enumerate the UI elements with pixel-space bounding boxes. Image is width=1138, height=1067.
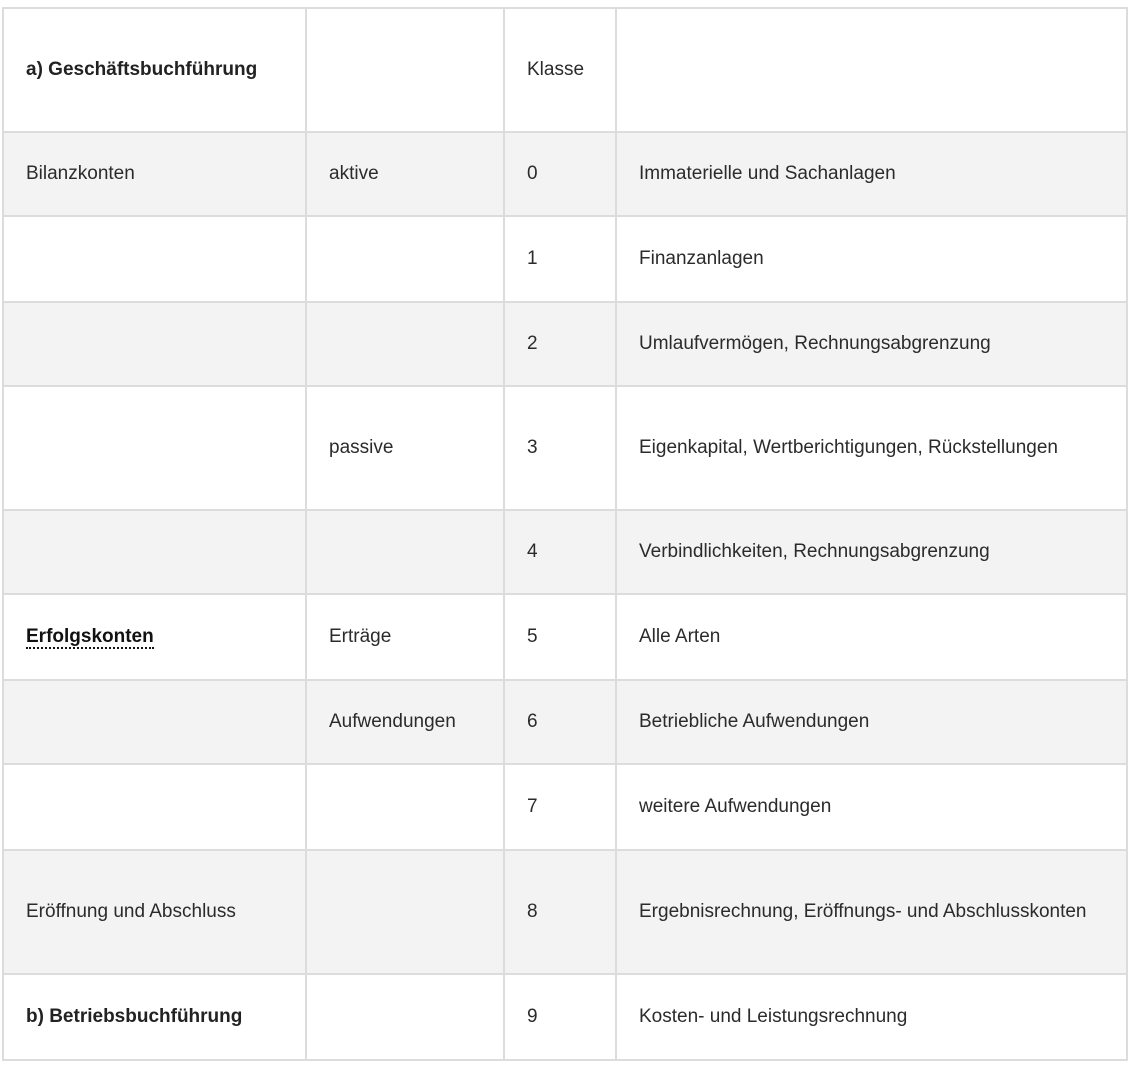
klasse-cell (504, 680, 616, 764)
group-cell (3, 302, 306, 386)
group-cell (3, 680, 306, 764)
header-section-cell (3, 8, 306, 132)
klasse-cell (504, 594, 616, 680)
section-title-betriebsbuchfuehrung: b) Betriebsbuchführung (26, 1006, 243, 1027)
group-cell (3, 974, 306, 1060)
table-row (3, 510, 1127, 594)
group-cell (3, 132, 306, 216)
klasse-number: 5 (527, 626, 538, 647)
description-cell (616, 510, 1127, 594)
table-row (3, 386, 1127, 510)
klasse-cell (504, 132, 616, 216)
klasse-number: 9 (527, 1006, 538, 1027)
erfolgskonten-abbreviation[interactable]: Erfolgskonten (26, 626, 154, 647)
description-cell (616, 850, 1127, 974)
group-cell (3, 594, 306, 680)
subgroup-cell (306, 302, 504, 386)
description-cell (616, 216, 1127, 302)
klasse-cell (504, 974, 616, 1060)
description-text: weitere Aufwendungen (639, 796, 832, 817)
group-cell (3, 386, 306, 510)
subgroup-cell (306, 386, 504, 510)
table-row (3, 974, 1127, 1060)
subgroup-label: Aufwendungen (329, 711, 456, 732)
subgroup-cell (306, 216, 504, 302)
section-title-geschaeftsbuchfuehrung: a) Geschäftsbuchführung (26, 59, 258, 80)
group-cell (3, 764, 306, 850)
klasse-cell (504, 216, 616, 302)
table-row (3, 594, 1127, 680)
group-cell (3, 510, 306, 594)
description-text: Verbindlichkeiten, Rechnungsabgrenzung (639, 541, 990, 562)
table-row (3, 216, 1127, 302)
description-text: Betriebliche Aufwendungen (639, 711, 870, 732)
table-header-row (3, 8, 1127, 132)
group-cell (3, 850, 306, 974)
subgroup-cell (306, 974, 504, 1060)
description-cell (616, 594, 1127, 680)
klasse-number: 1 (527, 248, 538, 269)
klasse-cell (504, 850, 616, 974)
klasse-number: 0 (527, 163, 538, 184)
description-cell (616, 386, 1127, 510)
description-cell (616, 132, 1127, 216)
subgroup-cell (306, 764, 504, 850)
klasse-number: 3 (527, 437, 538, 458)
klasse-number: 8 (527, 901, 538, 922)
description-text: Umlaufvermögen, Rechnungsabgrenzung (639, 333, 991, 354)
subgroup-cell (306, 850, 504, 974)
subgroup-label: aktive (329, 163, 379, 184)
group-label: Eröffnung und Abschluss (26, 901, 236, 922)
description-text: Immaterielle und Sachanlagen (639, 163, 896, 184)
subgroup-cell (306, 594, 504, 680)
klasse-cell (504, 764, 616, 850)
klasse-cell (504, 302, 616, 386)
klasse-cell (504, 386, 616, 510)
klasse-number: 2 (527, 333, 538, 354)
group-cell (3, 216, 306, 302)
description-cell (616, 302, 1127, 386)
table-row (3, 302, 1127, 386)
description-cell (616, 974, 1127, 1060)
table-row (3, 680, 1127, 764)
table-row (3, 850, 1127, 974)
subgroup-cell (306, 132, 504, 216)
klasse-number: 4 (527, 541, 538, 562)
description-cell (616, 764, 1127, 850)
header-empty-cell (306, 8, 504, 132)
description-text: Eigenkapital, Wertberichtigungen, Rückstellungen (639, 437, 1058, 458)
description-cell (616, 680, 1127, 764)
kontenrahmen-table (2, 7, 1128, 1061)
table-row (3, 132, 1127, 216)
klasse-number: 6 (527, 711, 538, 732)
subgroup-label: passive (329, 437, 394, 458)
klasse-number: 7 (527, 796, 538, 817)
subgroup-cell (306, 510, 504, 594)
group-label: Bilanzkonten (26, 163, 135, 184)
header-description-cell (616, 8, 1127, 132)
description-text: Alle Arten (639, 626, 721, 647)
description-text: Kosten- und Leistungsrechnung (639, 1006, 908, 1027)
subgroup-cell (306, 680, 504, 764)
klasse-column-label: Klasse (527, 59, 585, 80)
klasse-cell (504, 510, 616, 594)
table-row (3, 764, 1127, 850)
description-text: Finanzanlagen (639, 248, 764, 269)
subgroup-label: Erträge (329, 626, 392, 647)
header-klasse-cell (504, 8, 616, 132)
description-text: Ergebnisrechnung, Eröffnungs- und Abschlusskonten (639, 901, 1087, 922)
